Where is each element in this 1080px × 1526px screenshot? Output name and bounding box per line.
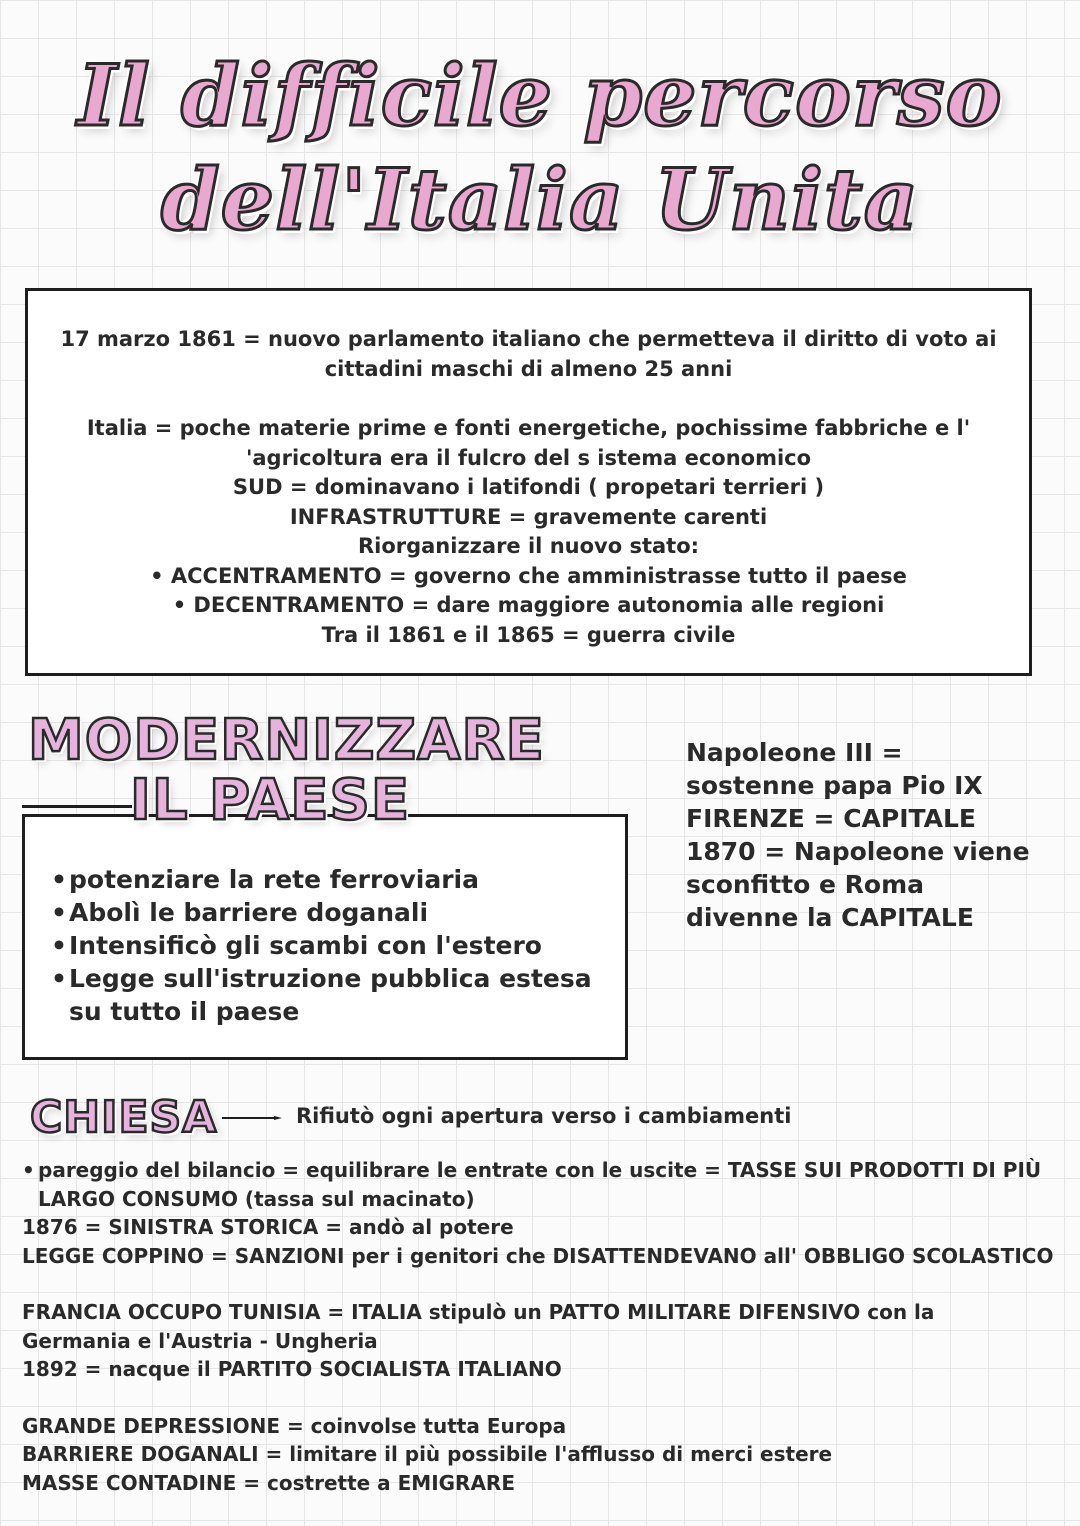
chiesa-text: Rifiutò ogni apertura verso i cambiamenti [296, 1104, 792, 1128]
intro-line: • ACCENTRAMENTO = governo che amministrasse tutto il paese [150, 563, 907, 588]
intro-line: cittadini maschi di almeno 25 anni [324, 356, 733, 381]
notes-line: LEGGE COPPINO = SANZIONI per i genitori che DISATTENDEVANO all' OBBLIGO SCOLASTICO [22, 1243, 1054, 1268]
napoleone-line: FIRENZE = CAPITALE [686, 804, 976, 833]
notes-line: BARRIERE DOGANALI = limitare il più possibile l'afflusso di merci estere [22, 1442, 833, 1466]
napoleone-line: sconfitto e Roma [686, 870, 924, 899]
notes-line: Germania e l'Austria - Ungheria [22, 1328, 378, 1353]
napoleone-line: divenne la CAPITALE [686, 903, 974, 932]
napoleone-line: 1870 = Napoleone viene [686, 837, 1030, 866]
modernizzare-box [22, 814, 628, 1060]
title-line-2: dell'Italia Unita [160, 150, 920, 249]
intro-line: INFRASTRUTTURE = gravemente carenti [289, 504, 768, 529]
list-item: • potenziare la rete ferroviaria [51, 863, 609, 896]
list-item: • Intensificò gli scambi con l'estero [51, 929, 609, 962]
modernizzare-heading-2: IL PAESE [130, 768, 411, 833]
arrow-right-icon [222, 1116, 282, 1120]
chiesa-heading: CHIESA [30, 1092, 218, 1143]
notes-line: FRANCIA OCCUPO TUNISIA = ITALIA stipulò un PATTO MILITARE DIFENSIVO con la [22, 1300, 935, 1324]
list-item: • Abolì le barriere doganali [51, 896, 609, 929]
intro-line: Tra il 1861 e il 1865 = guerra civile [321, 622, 736, 647]
napoleone-line: sostenne papa Pio IX [686, 771, 983, 800]
intro-line: Italia = poche materie prime e fonti energetiche, pochissime fabbriche e l' [86, 416, 971, 440]
intro-line: 'agricoltura era il fulcro del s istema economico [245, 445, 812, 470]
notes-line: 1892 = nacque il PARTITO SOCIALISTA ITALIANO [22, 1357, 562, 1381]
notes-line: MASSE CONTADINE = costrette a EMIGRARE [22, 1470, 515, 1495]
intro-line: SUD = dominavano i latifondi ( propetari terrieri ) [232, 475, 825, 499]
napoleone-line: Napoleone III = [686, 738, 903, 767]
notes-line: • pareggio del bilancio = equilibrare le entrate con le uscite = TASSE SUI PRODOTTI DI PIÙ [22, 1156, 1062, 1185]
heading-underline [22, 805, 132, 808]
intro-line: Riorganizzare il nuovo stato: [357, 534, 700, 558]
notes-line: GRANDE DEPRESSIONE = coinvolse tutta Europa [22, 1413, 567, 1438]
intro-box [25, 288, 1032, 676]
notes-line: 1876 = SINISTRA STORICA = andò al potere [22, 1215, 514, 1239]
title-line-1: Il difficile percorso [77, 46, 1003, 145]
modernizzare-list [51, 863, 609, 1028]
notes-section [22, 1156, 1062, 1497]
notes-line: LARGO CONSUMO (tassa sul macinato) [38, 1186, 475, 1211]
napoleone-notes [686, 736, 1066, 934]
modernizzare-heading-1: MODERNIZZARE [28, 708, 545, 773]
intro-line: 17 marzo 1861 = nuovo parlamento italiano che permetteva il diritto di voto ai [60, 327, 997, 351]
intro-line: • DECENTRAMENTO = dare maggiore autonomia alle regioni [172, 593, 885, 617]
list-item: • Legge sull'istruzione pubblica estesa su tutto il paese [51, 962, 609, 1028]
